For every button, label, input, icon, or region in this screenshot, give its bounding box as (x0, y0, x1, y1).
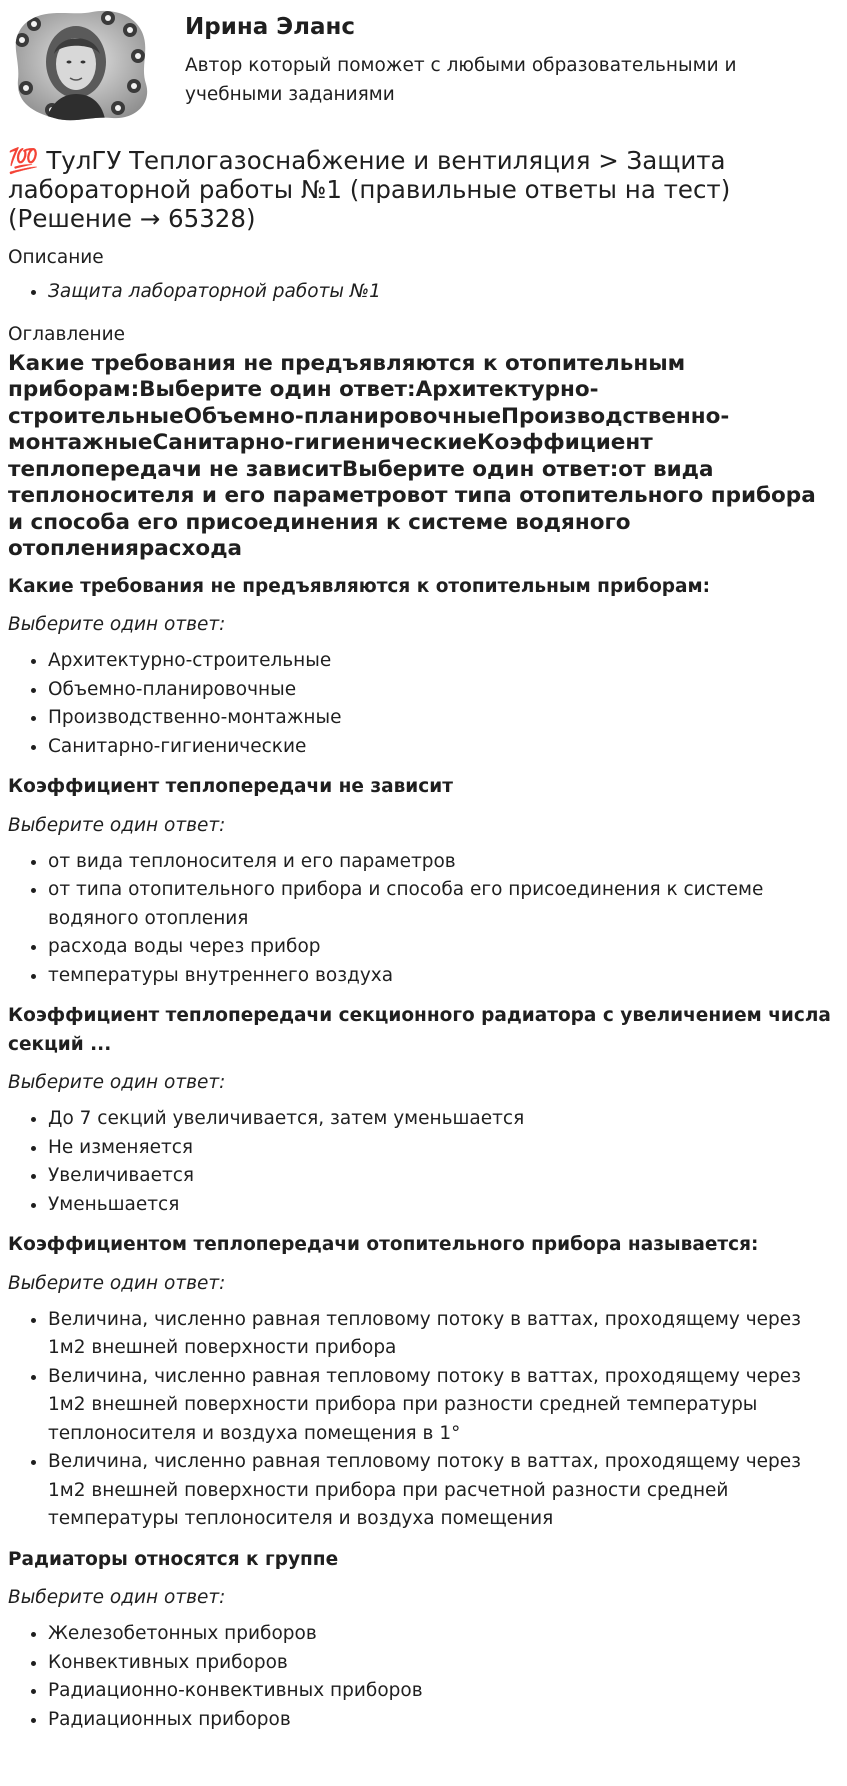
question-title: Коэффициентом теплопередачи отопительного прибора называется: (8, 1234, 759, 1255)
answer-list (8, 647, 838, 761)
question-block (8, 1002, 838, 1219)
document-title-text: ТулГУ Теплогазоснабжение и вентиляция > Защита лабораторной работы №1 (правильные ответы на тест) (Решение → 65328) (8, 146, 731, 233)
question-block (8, 1231, 838, 1534)
answer-item: • Конвективных приборов (48, 1649, 838, 1678)
answer-item: • Железобетонных приборов (48, 1620, 838, 1649)
answer-item: • Не изменяется (48, 1134, 838, 1163)
document-content (8, 246, 838, 1746)
answer-item: • Радиационных приборов (48, 1706, 838, 1735)
author-description: Автор который поможет с любыми образовательными и учебными заданиями (185, 55, 737, 105)
answer-item: • расхода воды через прибор (48, 933, 838, 962)
question-hint: Выберите один ответ: (8, 1272, 226, 1294)
description-list (8, 278, 838, 307)
answer-list (8, 1306, 838, 1534)
question-block (8, 1546, 838, 1735)
answer-item: • До 7 секций увеличивается, затем уменьшается (48, 1105, 838, 1134)
author-name: Ирина Эланс (185, 14, 356, 40)
question-title: Какие требования не предъявляются к отопительным приборам: (8, 575, 711, 597)
answer-item: • Уменьшается (48, 1191, 838, 1220)
question-hint: Выберите один ответ: (8, 1587, 226, 1608)
toc-label: Оглавление (8, 323, 126, 345)
hundred-points-icon: 💯 (8, 146, 39, 175)
answer-item: • Величина, численно равная тепловому потоку в ваттах, проходящему через 1м2 внешней поверхности прибора при разности средней температуры теплоносителя и воздуха помещения в 1° (48, 1363, 838, 1449)
question-hint: Выберите один ответ: (8, 1072, 226, 1093)
answer-list (8, 848, 838, 991)
answer-item: • Величина, численно равная тепловому потоку в ваттах, проходящему через 1м2 внешней поверхности прибора при расчетной разности средней температуры теплоносителя и воздуха помещения (48, 1448, 838, 1534)
question-title: Коэффициент теплопередачи секционного радиатора с увеличением числа секций ... (8, 1005, 831, 1055)
question-hint: Выберите один ответ: (8, 814, 226, 836)
answer-list (8, 1620, 838, 1734)
answer-item: • Санитарно-гигиенические (48, 733, 838, 762)
answer-item: • Величина, численно равная тепловому потоку в ваттах, проходящему через 1м2 внешней поверхности прибора (48, 1306, 838, 1363)
answer-item: • температуры внутреннего воздуха (48, 962, 838, 991)
document-title (8, 146, 828, 233)
question-title: Коэффициент теплопередачи не зависит (8, 776, 453, 797)
question-title: Радиаторы относятся к группе (8, 1548, 339, 1570)
author-avatar (8, 6, 154, 126)
question-block (8, 773, 838, 990)
answer-item: • Архитектурно-строительные (48, 647, 838, 676)
toc-heading: Какие требования не предъявляются к отопительным приборам:Выберите один ответ:Архитектурно-строительныеОбъемно-планировочныеПроизводственно-монтажныеСанитарно-гигиеническиеКоэффициент теплопередачи не зависитВыберите один ответ:от вида теплоносителя и его параметровот типа отопительного прибора и способа его присоединения к системе водяного отоплениярасхода (8, 350, 816, 561)
answer-item: • Увеличивается (48, 1162, 838, 1191)
question-block (8, 573, 838, 762)
description-label: Описание (8, 247, 104, 268)
answer-item: • Производственно-монтажные (48, 704, 838, 733)
description-item: • Защита лабораторной работы №1 (48, 278, 838, 307)
answer-item: • Радиационно-конвективных приборов (48, 1677, 838, 1706)
author-card (8, 6, 838, 126)
question-hint: Выберите один ответ: (8, 614, 226, 635)
answer-item: • от вида теплоносителя и его параметров (48, 848, 838, 877)
answer-item: • Объемно-планировочные (48, 676, 838, 705)
answer-item: • от типа отопительного прибора и способа его присоединения к системе водяного отопления (48, 876, 838, 933)
answer-list (8, 1105, 838, 1219)
